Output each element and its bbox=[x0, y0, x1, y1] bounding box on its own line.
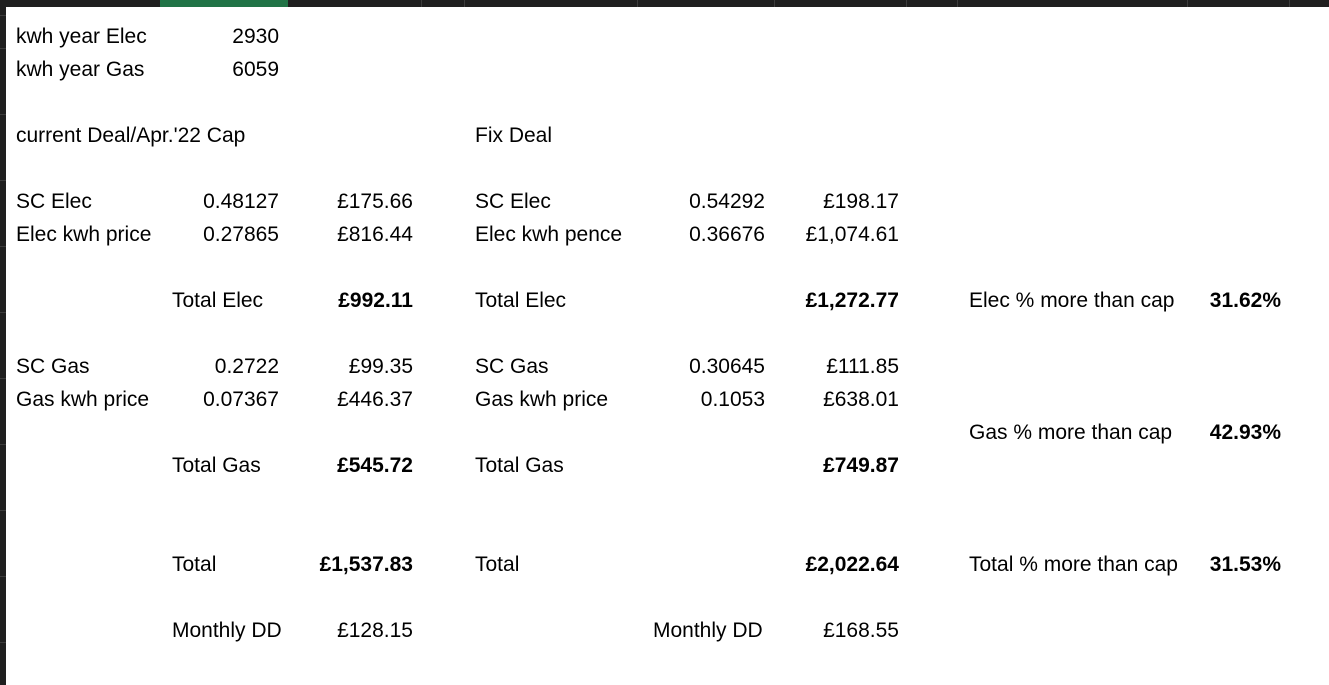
column-separator[interactable] bbox=[1187, 0, 1188, 7]
fix-total-elec-value[interactable]: £1,272.77 bbox=[805, 289, 899, 312]
fix-total-gas-label[interactable]: Total Gas bbox=[475, 454, 564, 477]
current-sc-elec-cost[interactable]: £175.66 bbox=[337, 190, 413, 213]
fix-monthly-value[interactable]: £168.55 bbox=[823, 619, 899, 642]
current-sc-gas-cost[interactable]: £99.35 bbox=[348, 355, 413, 378]
fix-total-gas-value[interactable]: £749.87 bbox=[823, 454, 899, 477]
current-gas-kwh-cost[interactable]: £446.37 bbox=[337, 388, 413, 411]
column-separator[interactable] bbox=[957, 0, 958, 7]
current-gas-kwh-rate[interactable]: 0.07367 bbox=[203, 388, 279, 411]
fix-sc-elec-rate[interactable]: 0.54292 bbox=[689, 190, 765, 213]
kwh-gas-label[interactable]: kwh year Gas bbox=[16, 58, 145, 81]
current-monthly-label[interactable]: Monthly DD bbox=[172, 619, 282, 642]
fix-elec-kwh-label[interactable]: Elec kwh pence bbox=[475, 223, 623, 246]
fix-gas-kwh-rate[interactable]: 0.1053 bbox=[700, 388, 765, 411]
current-elec-kwh-rate[interactable]: 0.27865 bbox=[203, 223, 279, 246]
fix-sc-elec-cost[interactable]: £198.17 bbox=[823, 190, 899, 213]
current-total-gas-value[interactable]: £545.72 bbox=[337, 454, 413, 477]
kwh-elec-label[interactable]: kwh year Elec bbox=[16, 25, 147, 48]
current-deal-title[interactable]: current Deal/Apr.'22 Cap bbox=[16, 124, 246, 147]
total-percent-value[interactable]: 31.53% bbox=[1209, 553, 1281, 576]
column-separator[interactable] bbox=[774, 0, 775, 7]
current-total-elec-value[interactable]: £992.11 bbox=[338, 289, 413, 312]
column-separator[interactable] bbox=[421, 0, 422, 7]
fix-monthly-label[interactable]: Monthly DD bbox=[653, 619, 763, 642]
current-sc-elec-rate[interactable]: 0.48127 bbox=[203, 190, 279, 213]
gas-percent-value[interactable]: 42.93% bbox=[1209, 421, 1281, 444]
current-total-elec-label[interactable]: Total Elec bbox=[172, 289, 264, 312]
current-sc-gas-rate[interactable]: 0.2722 bbox=[214, 355, 279, 378]
fix-sc-elec-label[interactable]: SC Elec bbox=[475, 190, 551, 213]
current-total-label[interactable]: Total bbox=[172, 553, 217, 576]
current-gas-kwh-label[interactable]: Gas kwh price bbox=[16, 388, 150, 411]
fix-deal-title[interactable]: Fix Deal bbox=[475, 124, 553, 147]
current-monthly-value[interactable]: £128.15 bbox=[337, 619, 413, 642]
current-elec-kwh-label[interactable]: Elec kwh price bbox=[16, 223, 152, 246]
fix-gas-kwh-cost[interactable]: £638.01 bbox=[823, 388, 899, 411]
column-separator[interactable] bbox=[1289, 0, 1290, 7]
column-separator[interactable] bbox=[464, 0, 465, 7]
column-separator[interactable] bbox=[906, 0, 907, 7]
current-sc-elec-label[interactable]: SC Elec bbox=[16, 190, 92, 213]
total-percent-label[interactable]: Total % more than cap bbox=[969, 553, 1178, 576]
current-total-value[interactable]: £1,537.83 bbox=[319, 553, 413, 576]
fix-gas-kwh-label[interactable]: Gas kwh price bbox=[475, 388, 609, 411]
elec-percent-label[interactable]: Elec % more than cap bbox=[969, 289, 1175, 312]
fix-total-label[interactable]: Total bbox=[475, 553, 520, 576]
fix-elec-kwh-cost[interactable]: £1,074.61 bbox=[805, 223, 899, 246]
fix-sc-gas-rate[interactable]: 0.30645 bbox=[689, 355, 765, 378]
column-separator[interactable] bbox=[637, 0, 638, 7]
kwh-gas-value[interactable]: 6059 bbox=[232, 58, 279, 81]
fix-sc-gas-label[interactable]: SC Gas bbox=[475, 355, 549, 378]
current-sc-gas-label[interactable]: SC Gas bbox=[16, 355, 90, 378]
selected-column-header[interactable] bbox=[160, 0, 288, 7]
column-header-bar bbox=[0, 0, 1329, 7]
kwh-elec-value[interactable]: 2930 bbox=[232, 25, 279, 48]
fix-elec-kwh-rate[interactable]: 0.36676 bbox=[689, 223, 765, 246]
current-elec-kwh-cost[interactable]: £816.44 bbox=[337, 223, 413, 246]
elec-percent-value[interactable]: 31.62% bbox=[1209, 289, 1281, 312]
current-total-gas-label[interactable]: Total Gas bbox=[172, 454, 261, 477]
fix-total-elec-label[interactable]: Total Elec bbox=[475, 289, 567, 312]
spreadsheet-grid[interactable] bbox=[6, 7, 1329, 685]
fix-sc-gas-cost[interactable]: £111.85 bbox=[826, 355, 899, 378]
fix-total-value[interactable]: £2,022.64 bbox=[805, 553, 899, 576]
gas-percent-label[interactable]: Gas % more than cap bbox=[969, 421, 1173, 444]
